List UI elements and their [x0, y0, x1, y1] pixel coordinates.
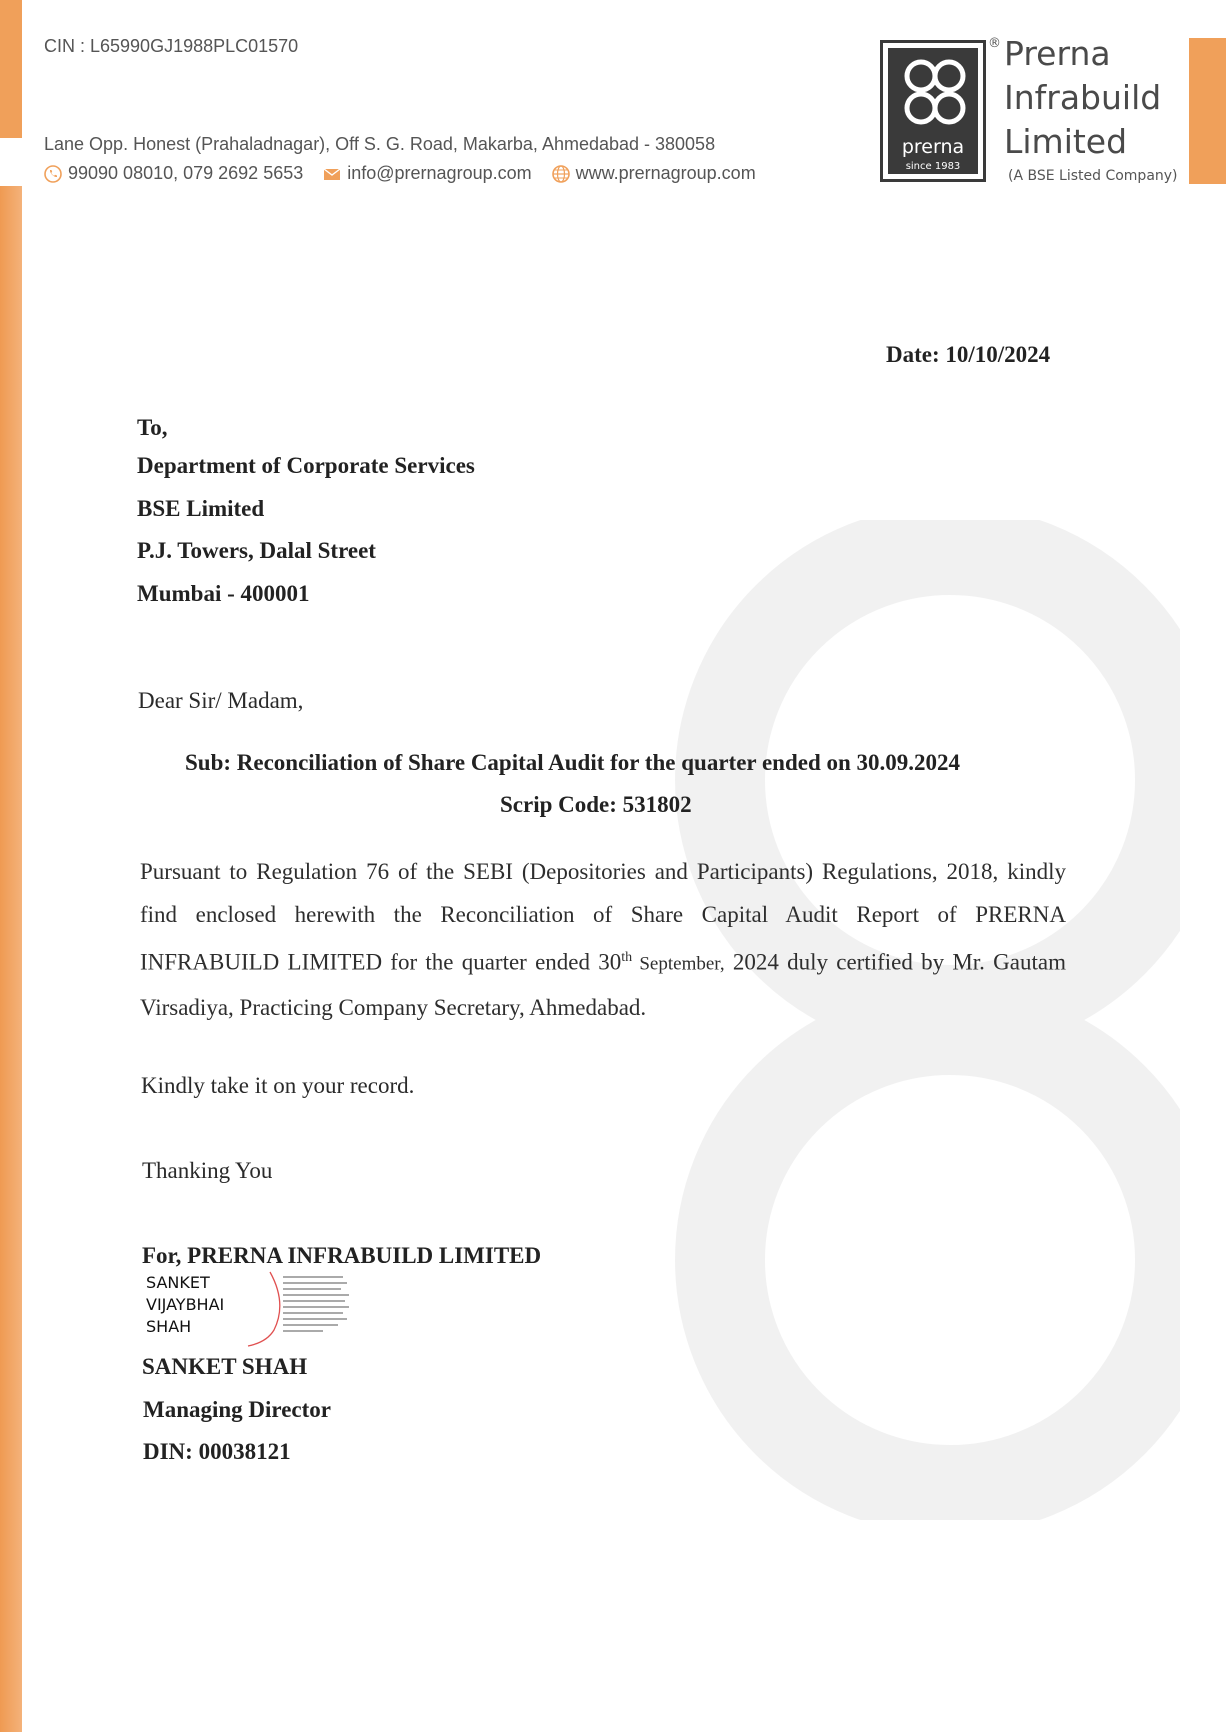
cin-number: CIN : L65990GJ1988PLC01570: [44, 36, 299, 56]
signature-line-3: SHAH: [146, 1317, 192, 1336]
phone-icon: [44, 165, 62, 183]
logo-name: prerna: [901, 136, 965, 158]
contact-line: [44, 163, 756, 184]
scrip-code: Scrip Code: 531802: [500, 792, 692, 817]
recipient-line-4: Mumbai - 400001: [137, 581, 310, 606]
body-text-1: Pursuant to Regulation 76 of the SEBI (Depositories and Participants) Regulations, 2018, kindly find enclosed herewith the Reconciliation of Share Capital Audit Report of PRERNA INFRABUILD LIMITED for the quarter ended 30: [140, 859, 1066, 975]
recipient-line-1: Department of Corporate Services: [137, 453, 475, 478]
signatory-name: SANKET SHAH: [142, 1354, 308, 1379]
logo-since: since 1983: [905, 161, 961, 172]
email-address: info@prernagroup.com: [347, 163, 532, 183]
company-address: Lane Opp. Honest (Prahaladnagar), Off S. G. Road, Makarba, Ahmedabad - 380058: [44, 134, 716, 154]
salutation: Dear Sir/ Madam,: [138, 688, 304, 713]
address-to: To,: [137, 415, 168, 440]
website-url: www.prernagroup.com: [575, 163, 756, 183]
listing-note: (A BSE Listed Company): [1008, 168, 1178, 184]
signature-line-1: SANKET: [146, 1273, 210, 1292]
mail-icon: [323, 165, 341, 183]
signature-details: [283, 1274, 351, 1344]
subject-line: Sub: Reconciliation of Share Capital Audit for the quarter ended on 30.09.2024: [185, 750, 961, 775]
left-accent-bar-top: [0, 0, 22, 138]
signature-line-2: VIJAYBHAI: [146, 1295, 225, 1314]
brand-line-3: Limited: [1004, 122, 1128, 161]
brand-line-2: Infrabuild: [1004, 78, 1162, 117]
letter-date: Date: 10/10/2024: [886, 342, 1051, 367]
company-brand-name: [1004, 32, 1161, 164]
designation: Managing Director: [143, 1397, 332, 1422]
for-company: For, PRERNA INFRABUILD LIMITED: [142, 1243, 542, 1268]
logo-mark-icon: [888, 52, 982, 136]
company-logo: [880, 40, 986, 182]
recipient-line-3: P.J. Towers, Dalal Street: [137, 538, 376, 563]
body-month: September,: [632, 953, 725, 975]
phone-numbers: 99090 08010, 079 2692 5653: [68, 163, 304, 183]
body-superscript: th: [621, 950, 633, 965]
right-accent-bar: [1189, 38, 1226, 184]
body-paragraph: [140, 850, 1066, 1029]
body-text-2: 2024 duly certified by Mr. Gautam Virsadiya, Practicing Company Secretary, Ahmedabad.: [140, 949, 1066, 1020]
recipient-line-2: BSE Limited: [137, 496, 265, 521]
record-request: Kindly take it on your record.: [141, 1073, 415, 1098]
din-number: DIN: 00038121: [143, 1439, 291, 1464]
signature-details-text-image: [283, 1274, 351, 1344]
globe-icon: [552, 165, 570, 183]
brand-line-1: Prerna: [1004, 34, 1111, 73]
registered-mark: ®: [988, 36, 1001, 51]
closing: Thanking You: [142, 1158, 273, 1183]
left-accent-bar: [0, 186, 22, 1732]
